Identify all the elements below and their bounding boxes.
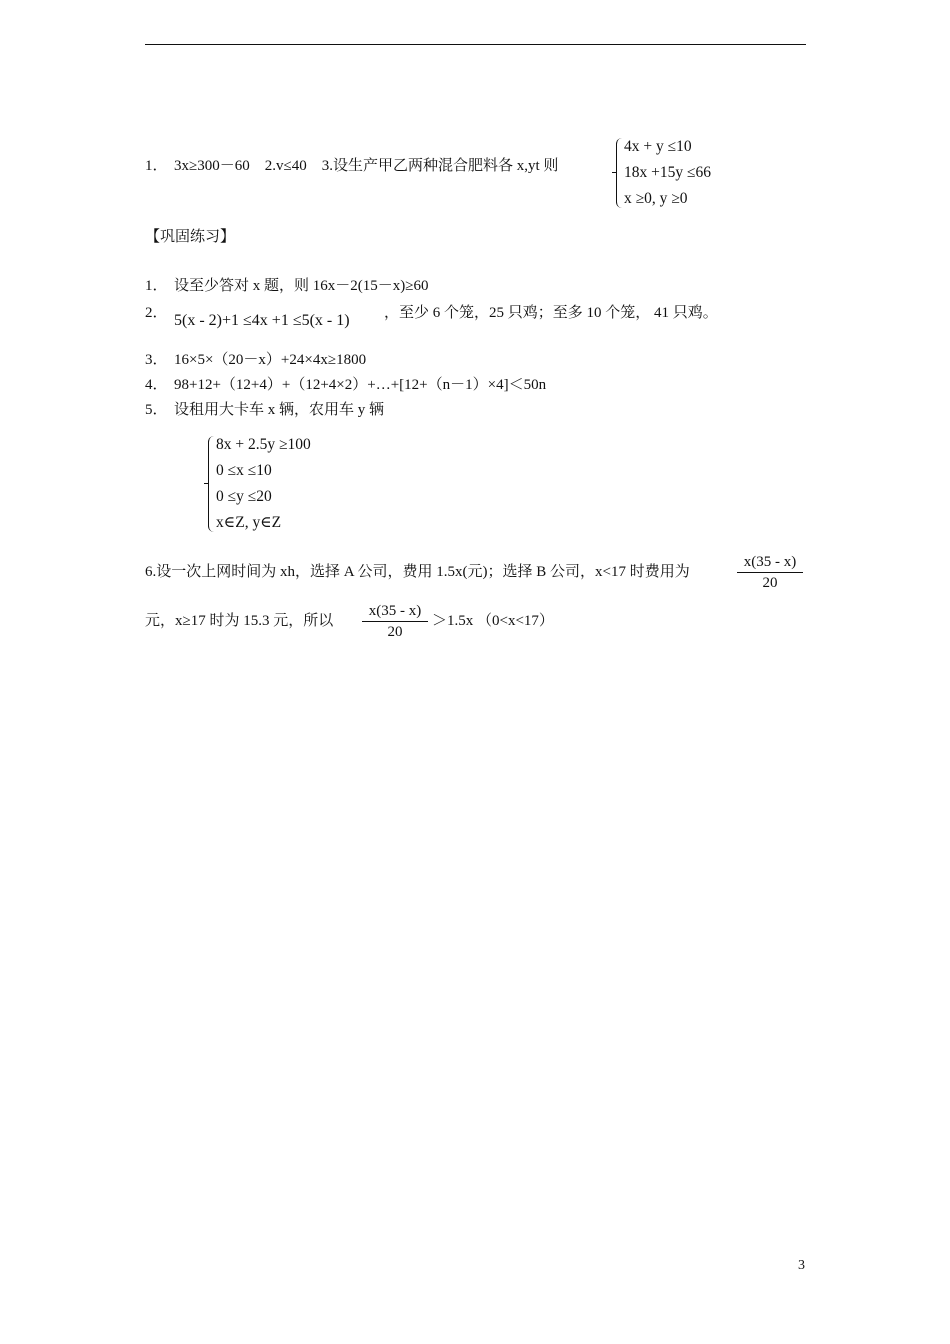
fraction-denominator: 20 xyxy=(762,575,778,591)
fraction-denominator: 20 xyxy=(387,624,403,640)
exercise-6-line2-suffix: ＞1.5x （0<x<17） xyxy=(432,613,554,629)
system-1-line: 18x +15y ≤66 xyxy=(624,164,711,181)
fraction-numerator: x(35 - x) xyxy=(743,554,797,570)
exercise-1-text: 设至少答对 x 题，则 16x－2(15－x)≥60 xyxy=(174,278,429,294)
system-1-line: x ≥0, y ≥0 xyxy=(624,190,688,207)
exercise-5-number: 5． xyxy=(145,402,168,418)
section-title: 【巩固练习】 xyxy=(145,229,236,245)
system-5-line: 0 ≤y ≤20 xyxy=(216,488,272,505)
fraction xyxy=(737,553,803,592)
exercise-4-text: 98+12+（12+4）+（12+4×2）+…+[12+（n－1）×4]＜50n xyxy=(174,377,547,393)
brace-tip xyxy=(612,172,617,173)
system-5-line: 0 ≤x ≤10 xyxy=(216,462,272,479)
header-rule xyxy=(145,44,806,45)
exercise-6-text: 6.设一次上网时间为 xh，选择 A 公司，费用 1.5x(元)；选择 B 公司，x<17 时费用为 xyxy=(145,564,690,580)
fraction-numerator: x(35 - x) xyxy=(368,603,422,619)
system-1-line: 4x + y ≤10 xyxy=(624,138,692,155)
exercise-5-text: 设租用大卡车 x 辆，农用车 y 辆 xyxy=(174,402,385,418)
exercise-2-formula: 5(x - 2)+1 ≤4x +1 ≤5(x - 1) xyxy=(174,312,350,329)
exercise-6-line2-prefix: 元，x≥17 时为 15.3 元，所以 xyxy=(145,613,334,629)
exercise-3-number: 3． xyxy=(145,352,168,368)
fraction xyxy=(362,602,428,641)
answer-1-number: 1． xyxy=(145,158,168,174)
exercise-2-text: ，至少 6 个笼，25 只鸡；至多 10 个笼， 41 只鸡。 xyxy=(384,305,718,321)
system-5-line: 8x + 2.5y ≥100 xyxy=(216,436,311,453)
brace-tip xyxy=(204,483,209,484)
page-number: 3 xyxy=(798,1258,805,1273)
exercise-2-number: 2． xyxy=(145,305,168,321)
fraction-bar xyxy=(362,621,428,622)
left-brace xyxy=(208,436,214,532)
fraction-bar xyxy=(737,572,803,573)
exercise-1-number: 1． xyxy=(145,278,168,294)
answer-1-text: 3x≥300－60 2.v≤40 3.设生产甲乙两种混合肥料各 x,yt 则 xyxy=(174,158,559,174)
exercise-3-text: 16×5×（20－x）+24×4x≥1800 xyxy=(174,352,367,368)
exercise-4-number: 4． xyxy=(145,377,168,393)
left-brace xyxy=(616,138,622,208)
system-5-line: x∈Z, y∈Z xyxy=(216,514,282,531)
